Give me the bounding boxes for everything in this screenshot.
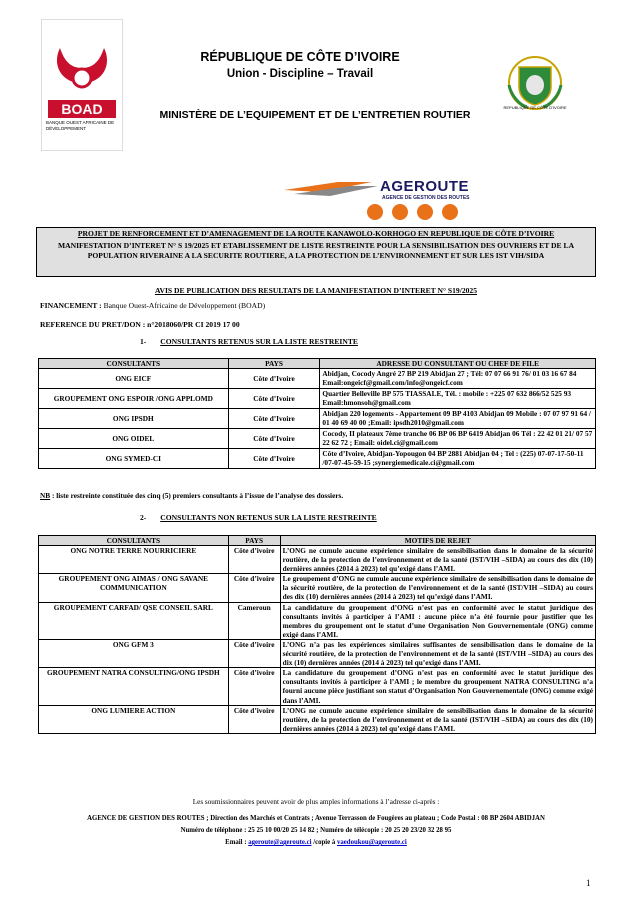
consultant-address: Côte d’Ivoire, Abidjan-Yopougon 04 BP 2881 Abidjan 04 ; Tel : (225) 07-07-17-50-11 /07-07-45-59-15 ;synergiemedicale.ci@gmail.com: [320, 449, 596, 469]
financement-label: FINANCEMENT :: [40, 301, 102, 310]
section-1-heading: [140, 337, 358, 346]
email-link-copy[interactable]: vaedoukou@ageroute.ci: [336, 839, 407, 846]
rejection-reason: La candidature du groupement d’ONG n’est pas en conformité avec le statut juridique des consultants invités à participer à l’AMI ; le membre du groupement NATRA CONSULTING n’a fourni aucune pièce justifiant son statut d’Organisation Non Gouvernementale (ONG) comme exigé dans l’AMI.: [280, 668, 595, 705]
section-2-heading: [140, 513, 377, 522]
consultant-country: Côte d’ivoire: [228, 546, 280, 574]
column-header: CONSULTANTS: [39, 536, 229, 546]
footer-email-label: Email :: [225, 839, 247, 846]
table-row: [39, 369, 596, 389]
table-header-row: [39, 536, 596, 546]
table-row: [39, 639, 596, 667]
column-header: ADRESSE DU CONSULTANT OU CHEF DE FILE: [320, 359, 596, 369]
email-link-ageroute[interactable]: ageroute@ageroute.ci: [248, 839, 312, 846]
nb-text: : liste restreinte constituée des cinq (5) premiers consultants à l’issue de l’analyse des dossiers.: [51, 491, 344, 500]
coat-of-arms-text: REPUBLIQUE DE CÔTE D'IVOIRE: [503, 105, 567, 110]
rejected-consultants-table: [38, 535, 596, 734]
banner-line-2: MANIFESTATION D’INTERET N° S 19/2025 ET ETABLISSEMENT DE LISTE RESTREINTE POUR LA SENSIBILISATION DES OUVRIERS ET DE LA POPULATION RIVERAINE A LA SECURITE ROUTIERE, A LA PROTECTION DE L’ENVIRONNEMENT ET SUR LES IST VIH/SIDA: [57, 241, 575, 260]
consultant-country: Côte d’Ivoire: [228, 369, 320, 389]
table-row: [39, 705, 596, 733]
consultant-address: Cocody, II plateaux 7ème tranche 06 BP 06 BP 6419 Abidjan 06 Tél : 22 42 01 21/ 07 57 22 62 72 ; Email: oidel.ci@gmail.com: [320, 429, 596, 449]
consultant-country: Côte d’ivoire: [228, 574, 280, 602]
boad-logo-name: BOAD: [48, 100, 116, 118]
table-row: [39, 449, 596, 469]
boad-logo: [42, 20, 122, 150]
consultant-country: Côte d’ivoire: [228, 705, 280, 733]
nb-note: [40, 491, 343, 500]
consultant-name: ONG IPSDH: [39, 409, 229, 429]
consultant-name: ONG EICF: [39, 369, 229, 389]
table-row: [39, 429, 596, 449]
table-header-row: [39, 359, 596, 369]
financement-line: [40, 301, 265, 310]
section-2-number: 2-: [140, 513, 147, 522]
table-row: [39, 602, 596, 639]
ageroute-name: AGEROUTE: [380, 178, 470, 195]
footer-email-separator: /copie à: [313, 839, 336, 846]
reference-label: REFERENCE DU PRET/DON :: [40, 320, 146, 329]
rejection-reason: Le groupement d’ONG ne cumule aucune expérience similaire de sensibilisation dans le domaine de la sécurité routière, de la protection de l’environnement et de la santé (IST/VIH –SIDA) au cours des dix (10) dernières années (2014 à 2023) tel qu’exigé dans l’AMI.: [280, 574, 595, 602]
financement-value: Banque Ouest-Africaine de Développement (BOAD): [103, 301, 266, 310]
consultant-name: ONG NOTRE TERRE NOURRICIERE: [39, 546, 229, 574]
consultant-name: GROUPEMENT ONG AIMAS / ONG SAVANE COMMUNICATION: [39, 574, 229, 602]
ministry-title: MINISTÈRE DE L’EQUIPEMENT ET DE L’ENTRETIEN ROUTIER: [159, 109, 471, 121]
consultant-name: ONG OIDEL: [39, 429, 229, 449]
footer-agency: AGENCE DE GESTION DES ROUTES ; Direction des Marchés et Contrats ; Avenue Terrasson de Fougères au plateau ; Code Postal : 08 BP 2604 ABIDJAN: [87, 815, 545, 822]
table-row: [39, 574, 596, 602]
column-header: CONSULTANTS: [39, 359, 229, 369]
consultant-name: ONG SYMED-CI: [39, 449, 229, 469]
banner-line-1: PROJET DE RENFORCEMENT ET D’AMENAGEMENT DE LA ROUTE KANAWOLO-KORHOGO EN REPUBLIQUE DE CÔTE D’IVOIRE: [77, 229, 555, 238]
retained-consultants-table: [38, 358, 596, 469]
table-row: [39, 409, 596, 429]
republic-motto: Union - Discipline – Travail: [226, 68, 374, 80]
consultant-name: GROUPEMENT NATRA CONSULTING/ONG IPSDH: [39, 668, 229, 705]
page-number: 1: [586, 878, 591, 888]
republic-title: RÉPUBLIQUE DE CÔTE D’IVOIRE: [200, 50, 400, 64]
notice-title: AVIS DE PUBLICATION DES RESULTATS DE LA MANIFESTATION D’INTERET N° S19/2025: [154, 286, 478, 295]
rejection-reason: L’ONG n’a pas les expériences similaires suffisantes de sensibilisation dans le domaine de la sécurité routière, de la protection de l’environnement et de la santé (IST/VIH –SIDA) au cours des dix (10) dernières années (2014 à 2023) tel qu’exigé dans l’AMI.: [280, 639, 595, 667]
reference-line: [40, 320, 240, 329]
boad-logo-subtitle: BANQUE OUEST AFRICAINE DE DÉVELOPPEMENT: [46, 120, 115, 131]
consultant-country: Côte d’ivoire: [228, 668, 280, 705]
rejection-reason: L’ONG ne cumule aucune expérience similaire de sensibilisation dans le domaine de la sécurité routière, de la protection de l’environnement et de la santé (IST/VIH –SIDA) au cours des dix (10) dernières années (2014 à 2023) tel qu’exigé dans l’AMI.: [280, 705, 595, 733]
nb-label: NB: [40, 491, 51, 500]
reference-value: n°2018060/PR CI 2019 17 00: [147, 320, 240, 329]
consultant-country: Côte d’Ivoire: [228, 429, 320, 449]
consultant-name: GROUPEMENT ONG ESPOIR /ONG APPLOMD: [39, 389, 229, 409]
consultant-country: Côte d’Ivoire: [228, 449, 320, 469]
section-1-title: CONSULTANTS RETENUS SUR LA LISTE RESTREINTE: [160, 337, 358, 346]
column-header: PAYS: [228, 536, 280, 546]
coat-of-arms: [505, 55, 565, 115]
ageroute-logo: [280, 176, 500, 226]
table-row: [39, 668, 596, 705]
consultant-address: Quartier Belleville BP 575 TIASSALE, Tél. : mobile : +225 07 632 866/52 525 93 Email:hmonsoh@gmail.com: [320, 389, 596, 409]
consultant-address: Abidjan, Cocody Angré 27 BP 219 Abidjan 27 ; Tél: 07 07 66 91 76/ 01 03 16 67 84 Email:ongeicf@gmail.com/info@ongeicf.com: [320, 369, 596, 389]
footer-phone: Numéro de téléphone : 25 25 10 00/20 25 14 82 ; Numéro de télécopie : 20 25 20 23/20 32 28 95: [180, 827, 452, 834]
consultant-country: Côte d’ivoire: [228, 639, 280, 667]
consultant-name: ONG GFM 3: [39, 639, 229, 667]
consultant-country: Côte d’Ivoire: [228, 389, 320, 409]
ageroute-subtitle: AGENCE DE GESTION DES ROUTES: [382, 195, 470, 201]
consultant-country: Côte d’Ivoire: [228, 409, 320, 429]
table-row: [39, 546, 596, 574]
footer-email-line: [36, 839, 596, 846]
column-header: MOTIFS DE REJET: [280, 536, 595, 546]
consultant-name: GROUPEMENT CARFAD/ QSE CONSEIL SARL: [39, 602, 229, 639]
consultant-country: Cameroun: [228, 602, 280, 639]
footer-intro: Les soumissionnaires peuvent avoir de plus amples informations à l’adresse ci-après :: [192, 798, 440, 806]
section-1-number: 1-: [140, 337, 147, 346]
table-row: [39, 389, 596, 409]
rejection-reason: L’ONG ne cumule aucune expérience similaire de sensibilisation dans le domaine de la sécurité routière, de la protection de l’environnement et de la santé (IST/VIH –SIDA) au cours des dix (10) dernières années (2014 à 2023) tel qu’exigé dans l’AMI.: [280, 546, 595, 574]
rejection-reason: La candidature du groupement d’ONG n’est pas en conformité avec le statut juridique des consultants invités à participer à l’AMI : aucune pièce n’a été fournie pour justifier que les membres du groupement ont le statut d’une Organisation Non Gouvernementale (ONG) comme exigé dans l’AMI.: [280, 602, 595, 639]
consultant-name: ONG LUMIERE ACTION: [39, 705, 229, 733]
section-2-title: CONSULTANTS NON RETENUS SUR LA LISTE RESTREINTE: [160, 513, 377, 522]
column-header: PAYS: [228, 359, 320, 369]
project-banner: [36, 227, 596, 277]
consultant-address: Abidjan 220 logements - Appartement 09 BP 4103 Abidjan 09 Mobile : 07 07 97 91 64 / 01 40 69 40 00 ;Email: ipsdh2010@gmail.com: [320, 409, 596, 429]
